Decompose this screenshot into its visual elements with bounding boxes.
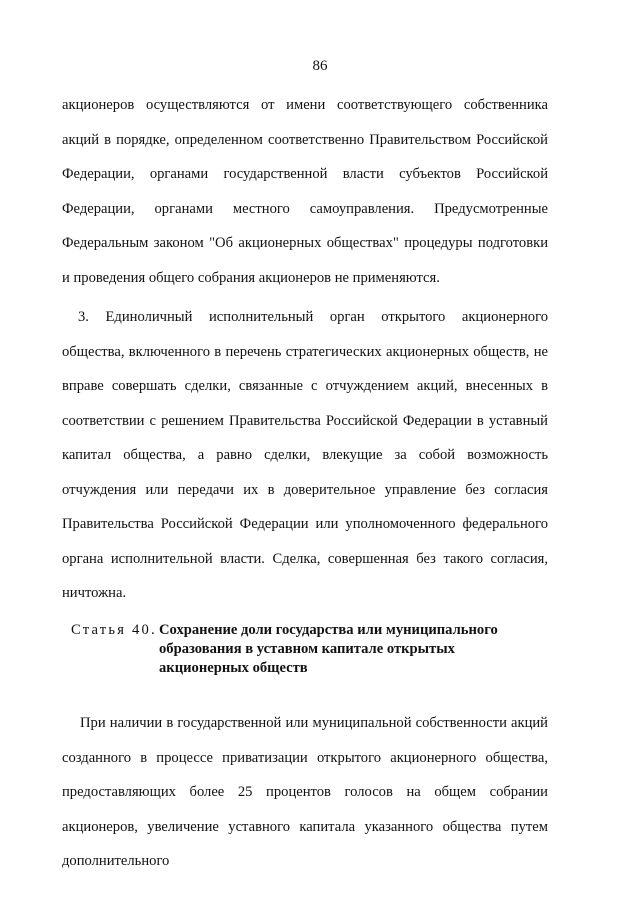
- article-title: Сохранение доли государства или муниципального образования в уставном капитале открытых акционерных обществ: [159, 622, 498, 676]
- article-label: Статья 40.: [71, 622, 157, 638]
- paragraph-continuation: акционеров осуществляются от имени соответствующего собственника акций в порядке, определенном соответственно Правительством Российской Федерации, органами государственной власти субъектов Российской Федерации, органами местного самоуправления. Предусмотренные Федеральным законом "Об акционерных обществах" процедуры подготовки и проведения общего собрания акционеров не применяются.: [62, 97, 548, 286]
- paragraph-item-3: 3. Единоличный исполнительный орган открытого акционерного общества, включенного в перечень стратегических акционерных обществ, не вправе совершать сделки, связанные с отчуждением акций, внесенных в соответствии с решением Правительства Российской Федерации в уставный капитал общества, а равно сделки, влекущие за собой возможность отчуждения или передачи их в доверительное управление без согласия Правительства Российской Федерации или уполномоченного федерального органа исполнительной власти. Сделка, совершенная без такого согласия, ничтожна.: [62, 309, 548, 601]
- paragraph-article-40: При наличии в государственной или муниципальной собственности акций созданного в процессе приватизации открытого акционерного общества, предоставляющих более 25 процентов голосов на общем собрании акционеров, увеличение уставного капитала указанного общества путем дополнительного: [62, 715, 548, 869]
- page-number: 86: [312, 58, 328, 74]
